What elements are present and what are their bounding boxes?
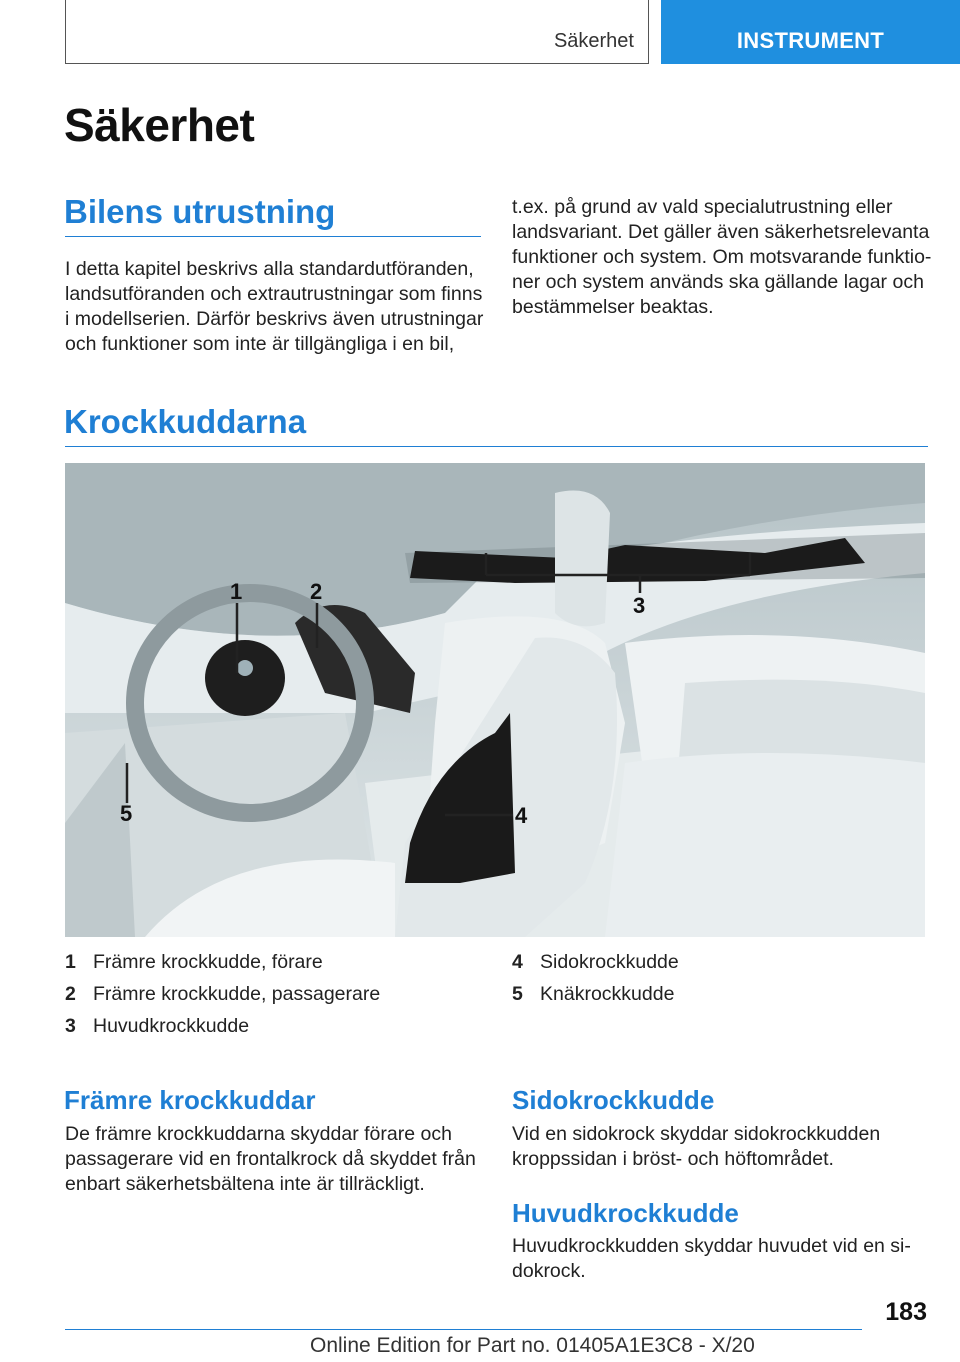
heading-rule — [65, 446, 928, 447]
framre-text: De främre krockkuddarna skyddar förare och passagerare vid en frontalkrock då skyddet från enbart säkerhetsbältena inte är tillräckligt. — [65, 1123, 476, 1195]
legend-item: 4 Sidokrockkudde — [512, 951, 679, 973]
heading-krockkuddarna: Krockkuddarna — [64, 403, 307, 440]
legend-item: 1 Främre krockkudde, förare — [65, 951, 323, 973]
heading-sidokrockkudde: Sidokrockkudde — [512, 1085, 715, 1115]
legend-item: 5 Knäkrockkudde — [512, 983, 675, 1005]
legend-item: 3 Huvudkrockkudde — [65, 1015, 250, 1037]
huvud-text: Huvudkrockkudden skyddar huvudet vid en si- dokrock. — [512, 1235, 911, 1282]
heading-huvudkrockkudde: Huvudkrockkudde — [512, 1198, 739, 1228]
legend-right — [512, 951, 679, 1015]
header-tab-instrument[interactable]: INSTRUMENT — [661, 0, 960, 64]
legend-left — [65, 951, 380, 1047]
callout-3: 3 — [633, 593, 646, 618]
callout-1: 1 — [230, 579, 243, 604]
callout-4: 4 — [515, 803, 528, 828]
footer-rule — [65, 1329, 862, 1330]
bilens-right-text: t.ex. på grund av vald specialutrustning eller landsvariant. Det gäller även säkerhetsrelevanta funktioner och system. Om motsvarande funktio- ner och system används ska gällande lagar och bestämmelser beaktas. — [512, 196, 932, 318]
legend-item: 2 Främre krockkudde, passagerare — [65, 983, 381, 1005]
heading-bilens-utrustning: Bilens utrustning — [64, 193, 336, 230]
edition-footer: Online Edition for Part no. 01405A1E3C8 - X/20 — [310, 1334, 755, 1357]
heading-framre-krockkuddar: Främre krockkuddar — [64, 1085, 316, 1115]
bilens-left-text: I detta kapitel beskrivs alla standardutföranden, landsutföranden och extrautrustningar som finns i modellserien. Därför beskrivs även utrustningar och funktioner som inte är tillgängliga i en bil, — [65, 258, 484, 355]
page-number: 183 — [885, 1298, 927, 1326]
callout-2: 2 — [310, 579, 323, 604]
sido-text: Vid en sidokrock skyddar sidokrockkudden kroppssidan i bröst- och höftområdet. — [512, 1123, 881, 1170]
page-title: Säkerhet — [64, 99, 255, 151]
callout-5: 5 — [120, 801, 133, 826]
car-interior-airbag-illustration — [65, 463, 925, 937]
header-section-box — [65, 0, 649, 64]
header-section-label: Säkerhet — [553, 30, 634, 52]
heading-rule — [65, 236, 481, 237]
